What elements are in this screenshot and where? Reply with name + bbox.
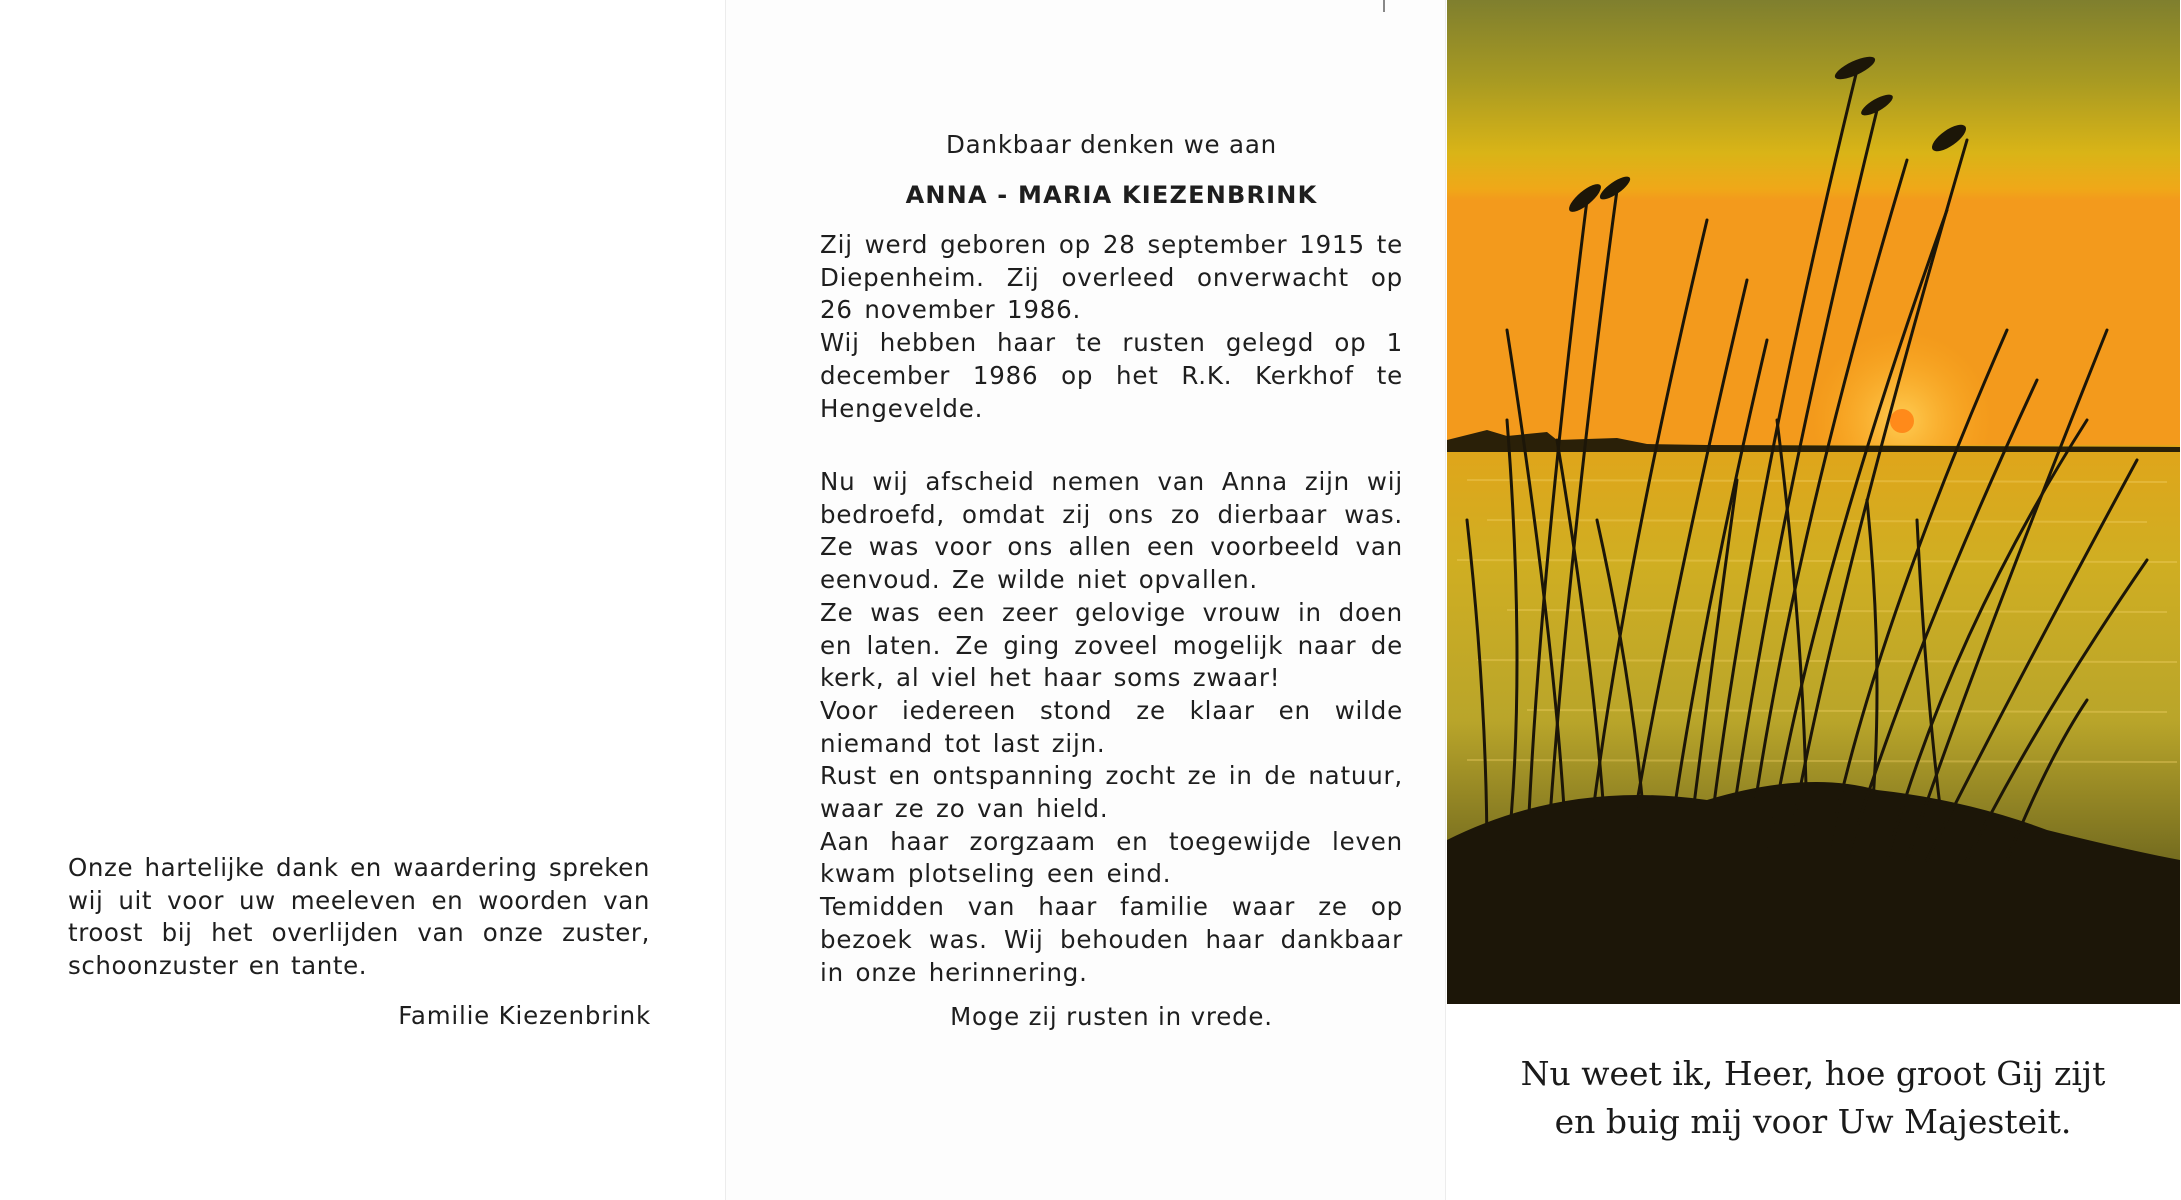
intro-line: Dankbaar denken we aan xyxy=(946,130,1277,159)
verse-line: Nu weet ik, Heer, hoe groot Gij zijt xyxy=(1520,1054,2106,1093)
tribute-paragraph: Nu wij afscheid nemen van Anna zijn wij bedroefd, omdat zij ons zo dierbaar was. Ze was voor ons allen een voorbeeld van eenvoud. Ze wilde niet opvallen. xyxy=(820,467,1403,595)
verse xyxy=(1445,1050,2181,1146)
tribute-paragraph: Voor iedereen stond ze klaar en wilde niemand tot last zijn. xyxy=(820,695,1403,758)
thanks-message: Onze hartelijke dank en waardering spreken wij uit voor uw meeleven en woorden van troost bij het overlijden van onze zuster, schoonzuster en tante. xyxy=(68,853,650,980)
closing-line: Moge zij rusten in vrede. xyxy=(950,1002,1273,1031)
tribute-paragraph: Temidden van haar familie waar ze op bezoek was. Wij behouden haar dankbaar in onze herinnering. xyxy=(820,892,1403,987)
tribute-paragraph: Ze was een zeer gelovige vrouw in doen en laten. Ze ging zoveel mogelijk naar de kerk, al viel het haar soms zwaar! xyxy=(820,597,1403,693)
family-signature: Familie Kiezenbrink xyxy=(398,1001,651,1030)
crop-mark xyxy=(1383,0,1385,12)
biography-block xyxy=(820,229,1403,425)
fold-line-right xyxy=(1445,0,1446,1200)
sunset-reeds-photo xyxy=(1447,0,2180,1004)
deceased-name: ANNA - MARIA KIEZENBRINK xyxy=(905,181,1318,209)
bio-paragraph: Wij hebben haar te rusten gelegd op 1 december 1986 op het R.K. Kerkhof te Hengevelde. xyxy=(820,328,1403,423)
sun xyxy=(1890,409,1914,433)
bio-paragraph: Zij werd geboren op 28 september 1915 te Diepenheim. Zij overleed onverwacht op 26 november 1986. xyxy=(820,230,1403,325)
tribute-block xyxy=(820,466,1403,989)
fold-line-left xyxy=(725,0,726,1200)
verse-line: en buig mij voor Uw Majesteit. xyxy=(1554,1102,2072,1141)
tribute-paragraph: Rust en ontspanning zocht ze in de natuur, waar ze zo van hield. xyxy=(820,761,1403,824)
tribute-paragraph: Aan haar zorgzaam en toegewijde leven kwam plotseling een eind. xyxy=(820,826,1403,889)
